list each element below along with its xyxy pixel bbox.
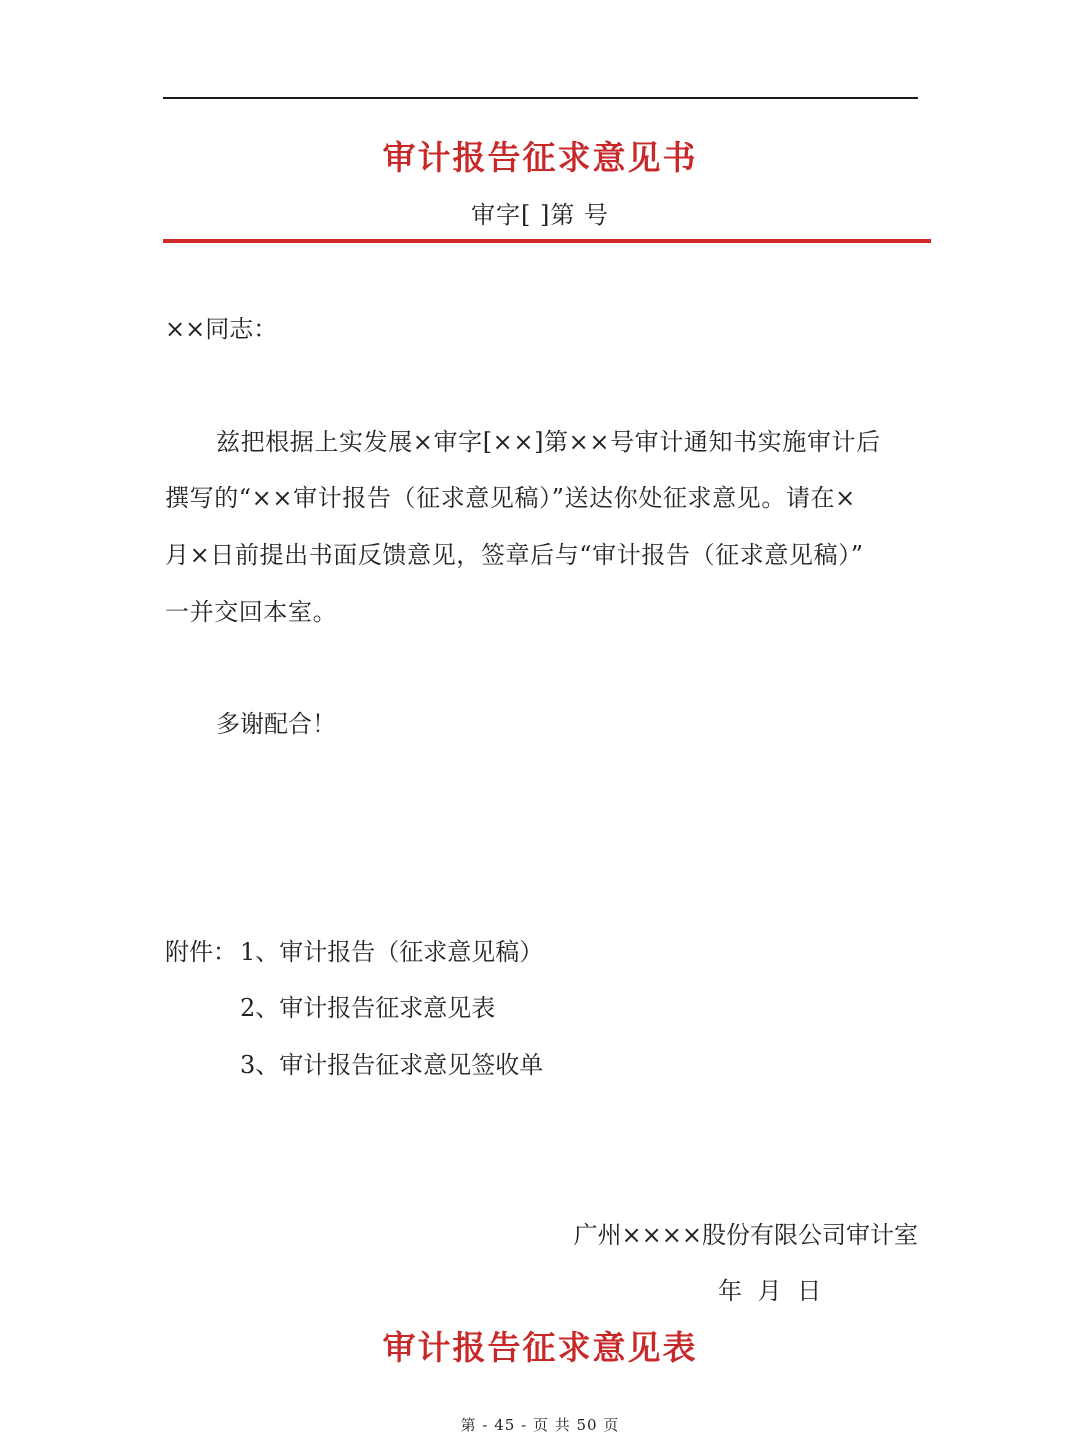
red-divider bbox=[163, 239, 931, 243]
attachment-item-2: 2、审计报告征求意见表 bbox=[240, 994, 496, 1022]
body-line-3: 月×日前提出书面反馈意见，签章后与“审计报告（征求意见稿）” bbox=[165, 541, 864, 569]
date-line: 年 月 日 bbox=[718, 1277, 826, 1305]
document-title: 审计报告征求意见书 bbox=[382, 138, 698, 177]
body-line-1: 兹把根据上实发展×审字[××]第××号审计通知书实施审计后 bbox=[216, 428, 881, 456]
next-section-title: 审计报告征求意见表 bbox=[382, 1328, 698, 1367]
body-line-4: 一并交回本室。 bbox=[165, 598, 338, 626]
salutation: ××同志： bbox=[165, 315, 278, 343]
attachment-item-3: 3、审计报告征求意见签收单 bbox=[240, 1051, 544, 1079]
thanks-line: 多谢配合！ bbox=[216, 710, 336, 738]
body-line-2: 撰写的“××审计报告（征求意见稿）”送达你处征求意见。请在× bbox=[165, 484, 856, 512]
attachment-item-1: 1、审计报告（征求意见稿） bbox=[240, 938, 544, 966]
top-divider bbox=[163, 97, 918, 99]
page-footer: 第 - 45 - 页 共 50 页 bbox=[460, 1416, 620, 1434]
document-number: 审字[ ]第 号 bbox=[471, 201, 609, 229]
issuer: 广州××××股份有限公司审计室 bbox=[573, 1221, 918, 1249]
attachments-label: 附件： bbox=[165, 938, 237, 966]
